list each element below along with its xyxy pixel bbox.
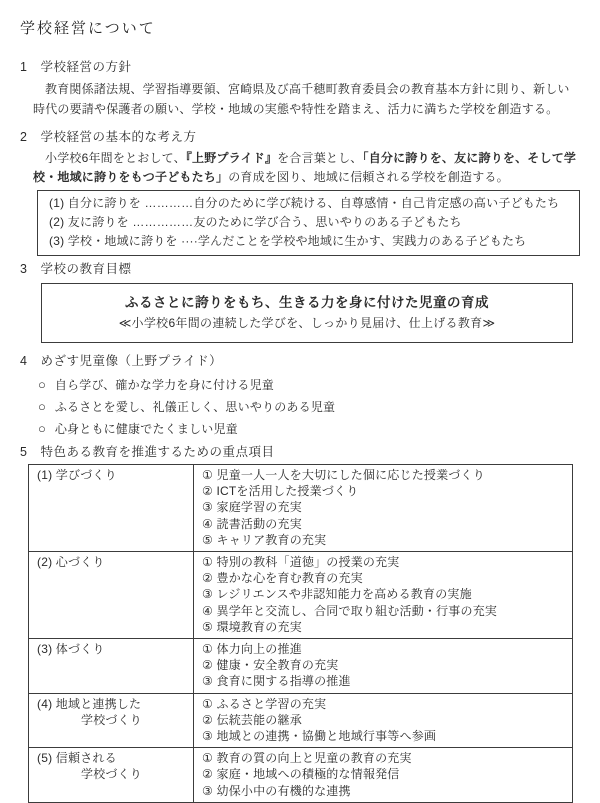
education-goal-sub: ≪小学校6年間の連続した学びを、しっかり見届け、仕上げる教育≫: [118, 316, 496, 330]
row-label-cell: [29, 552, 194, 639]
row-label: (3) 体づくり: [37, 642, 105, 657]
priority-item: ② 豊かな心を育む教育の充実: [202, 571, 363, 586]
priority-item: ③ 幼保小中の有機的な連携: [202, 783, 351, 798]
priority-item: ① 教育の質の向上と児童の教育の充実: [202, 751, 412, 766]
pride-goal-item: (3) 学校・地域に誇りを ····学んだことを学校や地域に生かす、実践力のある子どもたち: [49, 234, 527, 248]
section2-heading: 2 学校経営の基本的な考え方: [20, 130, 197, 144]
priority-item: ③ レジリエンスや非認知能力を高める教育の実施: [202, 587, 472, 602]
section4-heading: 4 めざす児童像（上野プライド）: [20, 354, 223, 368]
row-label-line2: 学校づくり: [81, 712, 143, 727]
priority-item: ① ふるさと学習の充実: [202, 696, 327, 711]
education-goal-box: [41, 283, 573, 343]
priority-item: ② 健康・安全教育の充実: [202, 658, 339, 673]
priority-items-table: [28, 464, 573, 803]
circle-bullet-icon: ○: [38, 399, 46, 414]
section2-body-tail: の育成を図り、地域に信頼される学校を創造する。: [228, 170, 509, 184]
section-priority-items: [20, 444, 580, 803]
education-goal-main: ふるさとに誇りをもち、生きる力を身に付けた児童の育成: [125, 295, 489, 310]
pride-goal-item: (2) 友に誇りを ……………友のために学び合う、思いやりのある子どもたち: [49, 215, 462, 229]
table-row-shinrai: [29, 748, 573, 803]
circle-bullet-icon: ○: [38, 377, 46, 392]
priority-item: ④ 読書活動の充実: [202, 516, 302, 531]
section2-body-mid: を合言葉とし、: [277, 151, 363, 165]
row-label: (4) 地域と連携した: [37, 696, 142, 711]
row-items-cell: [194, 552, 573, 639]
priority-item: ① 児童一人一人を大切にした個に応じた授業づくり: [202, 468, 485, 482]
section5-heading: 5 特色ある教育を推進するための重点項目: [20, 445, 275, 459]
priority-item: ⑤ 環境教育の充実: [202, 619, 302, 634]
table-row-manabi: [29, 465, 573, 552]
section2-body: [33, 149, 580, 187]
row-label: (1) 学びづくり: [37, 468, 117, 482]
priority-item: ④ 異学年と交流し、合同で取り組む活動・行事の充実: [202, 603, 498, 618]
priority-item: ⑤ キャリア教育の充実: [202, 532, 327, 547]
row-label-cell: [29, 693, 194, 748]
pride-goal-item: (1) 自分に誇りを …………自分のために学び続ける、自尊感情・自己肯定感の高い子どもたち: [49, 196, 560, 210]
circle-bullet-icon: ○: [38, 421, 46, 436]
priority-item: ③ 食育に関する指導の推進: [202, 674, 351, 689]
priority-item: ③ 地域との連携・協働と地域行事等へ参画: [202, 729, 437, 744]
row-label-cell: [29, 639, 194, 694]
priority-item: ② 伝統芸能の継承: [202, 712, 302, 727]
section1-heading: 1 学校経営の方針: [20, 60, 132, 74]
row-items-cell: [194, 465, 573, 552]
page-title: 学校経営について: [20, 20, 156, 37]
pride-goals-box: [37, 190, 580, 256]
row-items-cell: [194, 693, 573, 748]
table-row-karada: [29, 639, 573, 694]
child-image-item: [38, 419, 580, 436]
row-label: (2) 心づくり: [37, 555, 105, 570]
section1-body: 教育関係諸法規、学習指導要領、宮崎県及び高千穂町教育委員会の教育基本方針に則り、新しい時代の要請や保護者の願い、学校・地域の実態や特性を踏まえ、活力に満ちた学校を創造する。: [33, 82, 570, 116]
priority-item: ② ICTを活用した授業づくり: [202, 484, 359, 499]
child-image-item: [38, 397, 580, 414]
section3-heading: 3 学校の教育目標: [20, 262, 132, 276]
row-label-cell: [29, 465, 194, 552]
row-items-cell: [194, 639, 573, 694]
row-items-cell: [194, 748, 573, 803]
slogan-ueno-pride: 『上野プライド』: [185, 151, 278, 165]
priority-item: ① 特別の教科「道徳」の授業の充実: [202, 555, 400, 570]
child-image-text: 心身ともに健康でたくましい児童: [54, 422, 238, 436]
priority-item: ① 体力向上の推進: [202, 642, 302, 657]
section-management-policy: [20, 59, 580, 119]
section-education-goal: [20, 261, 580, 343]
child-image-text: ふるさとを愛し、礼儀正しく、思いやりのある児童: [54, 400, 336, 414]
section-basic-approach: [20, 129, 580, 256]
table-row-chiiki: [29, 693, 573, 748]
priority-item: ③ 家庭学習の充実: [202, 500, 302, 515]
row-label-line2: 学校づくり: [81, 767, 143, 782]
row-label: (5) 信頼される: [37, 751, 117, 766]
section2-body-lead: 小学校6年間をとおして、: [45, 151, 186, 165]
child-image-text: 自ら学び、確かな学力を身に付ける児童: [54, 378, 274, 392]
row-label-cell: [29, 748, 194, 803]
priority-item: ② 家庭・地域への積極的な情報発信: [202, 767, 400, 782]
child-image-item: [38, 375, 580, 392]
section-ideal-child-image: [20, 353, 580, 436]
table-row-kokoro: [29, 552, 573, 639]
section2-quote: 「自分に誇りを、友に誇りを、そして学校・地域に誇りをもつ子どもたち」: [33, 151, 577, 184]
